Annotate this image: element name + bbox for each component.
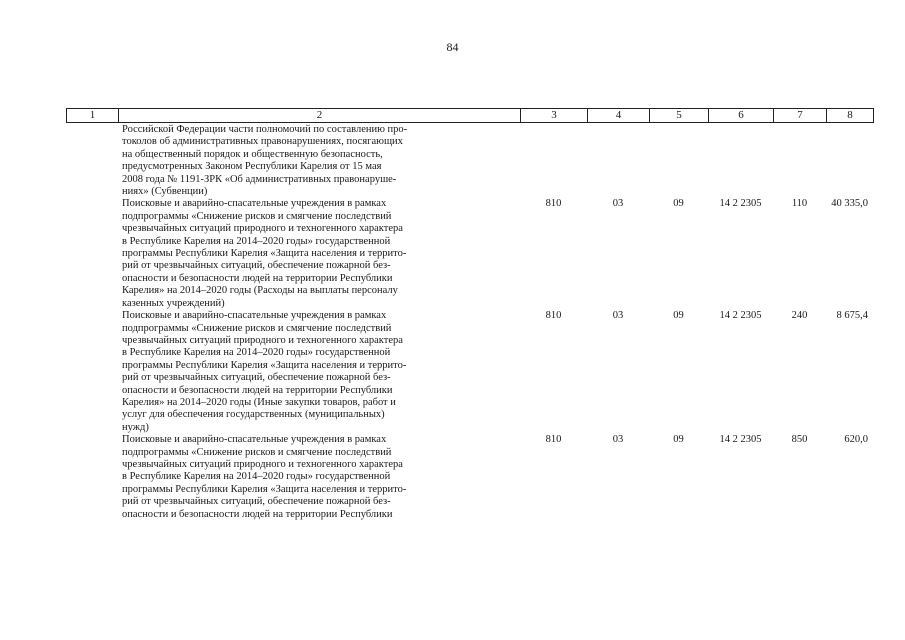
row-description: Российской Федерации части полномочий по составлению про- токолов об административных правонарушениях, посягающих на общественный порядок и общественную безопасность, предусмотренных Законом Республики Карелия от 15 мая 2008 года № 1191-ЗРК «Об административных правонаруше- ниях» (Субвенции) — [122, 124, 408, 198]
row-code-3: 810 — [545, 198, 562, 210]
row-code-3: 810 — [545, 434, 562, 446]
row-code-7: 240 — [791, 310, 808, 322]
column-header-5: 5 — [649, 109, 708, 122]
row-number-cell — [66, 434, 118, 521]
row-code-3 — [520, 123, 587, 198]
column-header-6: 6 — [708, 109, 773, 122]
row-code-6: 14 2 2305 — [719, 434, 762, 446]
table-row — [66, 198, 874, 310]
row-code-5: 09 — [673, 310, 684, 322]
table-header-row — [66, 108, 874, 123]
row-code-3: 810 — [545, 310, 562, 322]
row-amount: 8 675,4 — [836, 310, 868, 322]
column-header-3: 3 — [520, 109, 587, 122]
row-code-5 — [649, 123, 708, 198]
row-code-5: 09 — [673, 198, 684, 210]
row-code-7 — [773, 123, 826, 198]
row-description: Поисковые и аварийно-спасательные учреждения в рамках подпрограммы «Снижение рисков и смягчение последствий чрезвычайных ситуаций природного и техногенного характера в Республике Карелия на 2014–2020 годы» государственной программы Республики Карелия «Защита населения и террито- рий от чрезвычайных ситуаций, обеспечение пожарной без- опасности и безопасности людей на территории Республики — [122, 434, 407, 520]
row-code-6: 14 2 2305 — [719, 198, 762, 210]
row-code-7: 110 — [791, 198, 808, 210]
row-number-cell — [66, 198, 118, 310]
row-amount: 620,0 — [844, 434, 868, 446]
row-code-4: 03 — [612, 310, 624, 322]
row-code-7: 850 — [791, 434, 808, 446]
table-body — [66, 123, 874, 521]
row-code-6 — [708, 123, 773, 198]
row-code-5: 09 — [673, 434, 684, 446]
row-description: Поисковые и аварийно-спасательные учреждения в рамках подпрограммы «Снижение рисков и смягчение последствий чрезвычайных ситуаций природного и техногенного характера в Республике Карелия на 2014–2020 годы» государственной программы Республики Карелия «Защита населения и террито- рий от чрезвычайных ситуаций, обеспечение пожарной без- опасности и безопасности людей на территории Республики Карелия» на 2014–2020 годы (Иные закупки товаров, работ и услуг для обеспечения государственных (муниципальных) нужд) — [122, 310, 407, 433]
table-row — [66, 123, 874, 198]
column-header-1: 1 — [66, 109, 118, 122]
budget-table — [66, 108, 874, 521]
page-number: 84 — [446, 40, 459, 54]
row-number-cell — [66, 310, 118, 434]
column-header-2: 2 — [118, 109, 520, 122]
row-amount: 40 335,0 — [831, 198, 868, 210]
row-number-cell — [66, 123, 118, 198]
row-code-4 — [587, 123, 649, 198]
row-code-4: 03 — [612, 198, 624, 210]
table-row — [66, 310, 874, 434]
row-amount — [826, 123, 874, 198]
row-code-6: 14 2 2305 — [719, 310, 762, 322]
table-row — [66, 434, 874, 521]
row-description: Поисковые и аварийно-спасательные учреждения в рамках подпрограммы «Снижение рисков и смягчение последствий чрезвычайных ситуаций природного и техногенного характера в Республике Карелия на 2014–2020 годы» государственной программы Республики Карелия «Защита населения и террито- рий от чрезвычайных ситуаций, обеспечение пожарной без- опасности и безопасности людей на территории Республики Карелия» на 2014–2020 годы (Расходы на выплаты персоналу казенных учреждений) — [122, 198, 407, 309]
column-header-7: 7 — [773, 109, 826, 122]
column-header-8: 8 — [826, 109, 874, 122]
row-code-4: 03 — [612, 434, 624, 446]
column-header-4: 4 — [587, 109, 649, 122]
